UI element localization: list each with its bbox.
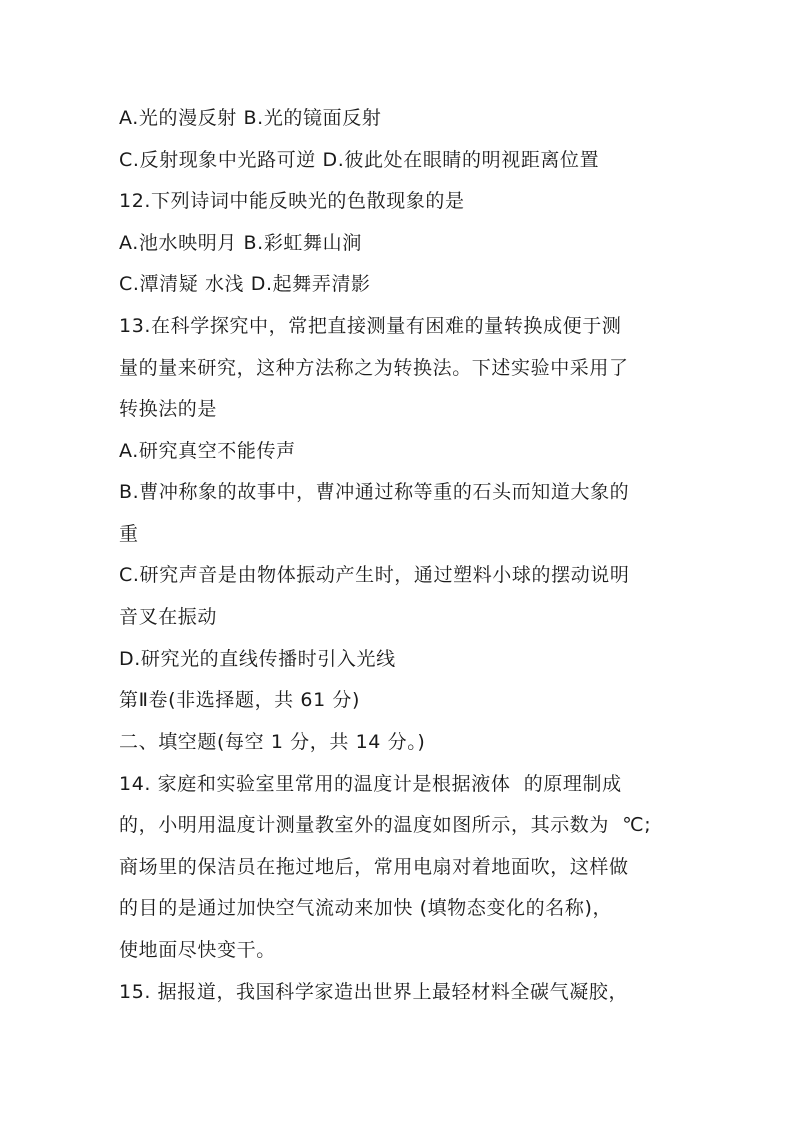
question-13-stem-line-3: 转换法的是	[119, 398, 218, 420]
option-line-11cd: C.反射现象中光路可逆 D.彼此处在眼睛的明视距离位置	[119, 149, 600, 171]
option-line-11ab: A.光的漫反射 B.光的镜面反射	[119, 107, 382, 129]
option-13c-line-1: C.研究声音是由物体振动产生时，通过塑料小球的摆动说明	[119, 564, 630, 586]
option-line-12cd: C.潭清疑 水浅 D.起舞弄清影	[119, 273, 371, 295]
question-15-line-1: 15. 据报道，我国科学家造出世界上最轻材料全碳气凝胶，	[119, 981, 629, 1003]
option-13b-line-2: 重	[119, 523, 139, 545]
question-13-stem-line-2: 量的量来研究，这种方法称之为转换法。下述实验中采用了	[119, 357, 629, 379]
option-line-12ab: A.池水映明月 B.彩虹舞山涧	[119, 232, 362, 254]
section-2-heading: 第Ⅱ卷(非选择题，共 61 分)	[119, 689, 361, 711]
fill-blank-heading: 二、填空题(每空 1 分，共 14 分。)	[119, 731, 426, 753]
question-13-stem-line-1: 13.在科学探究中，常把直接测量有困难的量转换成便于测	[119, 315, 622, 337]
option-13a: A.研究真空不能传声	[119, 440, 296, 462]
option-13c-line-2: 音叉在振动	[119, 606, 218, 628]
question-14-line-2: 的，小明用温度计测量教室外的温度如图所示，其示数为 ℃;	[119, 814, 652, 836]
option-13d: D.研究光的直线传播时引入光线	[119, 648, 396, 670]
question-14-line-3: 商场里的保洁员在拖过地后，常用电扇对着地面吹，这样做	[119, 856, 629, 878]
question-14-line-4: 的目的是通过加快空气流动来加快 (填物态变化的名称)，	[119, 897, 613, 919]
question-12-stem: 12.下列诗词中能反映光的色散现象的是	[119, 190, 465, 212]
option-13b-line-1: B.曹冲称象的故事中，曹冲通过称等重的石头而知道大象的	[119, 481, 630, 503]
question-14-line-5: 使地面尽快变干。	[119, 939, 276, 961]
question-14-line-1: 14. 家庭和实验室里常用的温度计是根据液体 的原理制成	[119, 773, 622, 795]
